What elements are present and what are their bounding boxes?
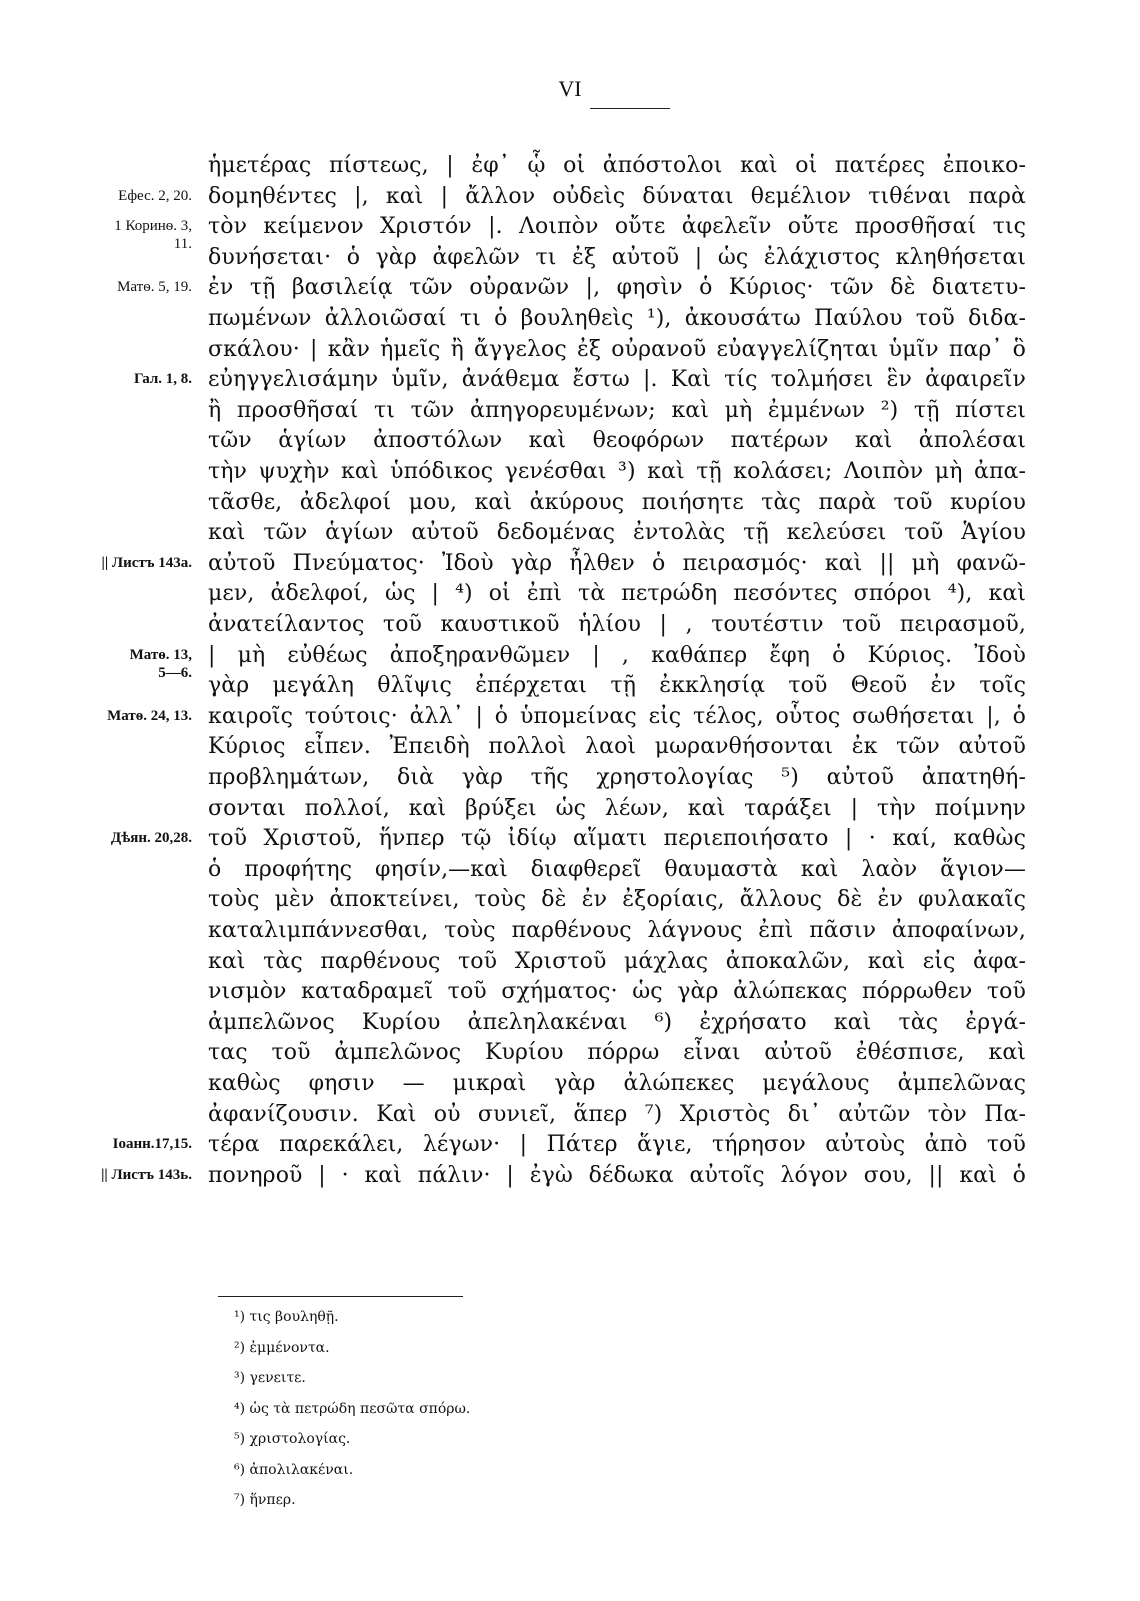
margin-reference: Матѳ. 5, 19. — [117, 279, 192, 296]
text-line: τῶν ἁγίων ἀποστόλων καὶ θεοφόρων πατέρων καὶ ἀπολέσαι — [208, 428, 1026, 454]
text-line: Κύριος εἶπεν. Ἐπειδὴ πολλοὶ λαοὶ μωρανθήσονται ἐκ τῶν αὐτοῦ — [208, 734, 1026, 760]
text-line: νισμὸν καταδραμεῖ τοῦ σχήματος· ὡς γὰρ ἀλώπεκας πόρρωθεν τοῦ — [208, 979, 1026, 1005]
margin-reference: Матѳ. 13, 5—6. — [129, 646, 192, 681]
text-line: τας τοῦ ἀμπελῶνος Κυρίου πόρρω εἶναι αὐτοῦ ἐθέσπισε, καὶ — [208, 1040, 1026, 1066]
footnote: ⁷) ἥνπερ. — [234, 1492, 296, 1508]
footnote: ²) ἐμμένοντα. — [234, 1339, 330, 1356]
page-number-rule — [590, 108, 670, 109]
text-line: εὐηγγελισάμην ὑμῖν, ἀνάθεμα ἔστω |. Καὶ τίς τολμήσει ἓν ἀφαιρεῖν — [208, 367, 1026, 393]
text-line: πωμένων ἀλλοιῶσαί τι ὁ βουληθεὶς ¹), ἀκουσάτω Παύλου τοῦ διδα- — [208, 306, 1026, 331]
text-line: τέρα παρεκάλει, λέγων· | Πάτερ ἅγιε, τήρησον αὐτοὺς ἀπὸ τοῦ — [208, 1132, 1026, 1158]
text-line: σκάλου· | κἂν ἡμεῖς ἢ ἄγγελος ἐξ οὐρανοῦ εὐαγγελίζηται ὑμῖν παρ᾿ ὃ — [208, 336, 1026, 362]
text-line: καὶ τὰς παρθένους τοῦ Χριστοῦ μάχλας ἀποκαλῶν, καὶ εἰς ἀφα- — [208, 948, 1026, 974]
text-line: σονται πολλοί, καὶ βρύξει ὡς λέων, καὶ ταράξει | τὴν ποίμνην — [208, 795, 1026, 821]
footnote: ⁵) χριστολογίας. — [234, 1431, 351, 1447]
text-line: καὶ τῶν ἁγίων αὐτοῦ δεδομένας ἐντολὰς τῇ κελεύσει τοῦ Ἁγίου — [208, 520, 1026, 546]
text-line: | μὴ εὐθέως ἀποξηρανθῶμεν | , καθάπερ ἔφη ὁ Κύριος. Ἰδοὺ — [208, 642, 1026, 668]
margin-reference: || Листъ 143а. — [101, 554, 192, 571]
text-line: ἀφανίζουσιν. Καὶ οὐ συνιεῖ, ἅπερ ⁷) Χριστὸς δι᾿ αὐτῶν τὸν Πα- — [208, 1101, 1026, 1127]
footnote: ¹) τις βουληθῇ. — [234, 1309, 339, 1325]
text-line: προβλημάτων, διὰ γὰρ τῆς χρηστολογίας ⁵) αὐτοῦ ἀπατηθή- — [208, 765, 1026, 790]
text-line: πονηροῦ | · καὶ πάλιν· | ἐγὼ δέδωκα αὐτοῖς λόγον σου, || καὶ ὁ — [208, 1162, 1026, 1188]
text-line: ἐν τῇ βασιλείᾳ τῶν οὐρανῶν |, φησὶν ὁ Κύριος· τῶν δὲ διατετυ- — [208, 275, 1026, 301]
footnote: ³) γενειτε. — [234, 1370, 306, 1386]
margin-reference: Гал. 1, 8. — [133, 371, 192, 388]
text-line: ὁ προφήτης φησίν,—καὶ διαφθερεῖ θαυμαστὰ καὶ λαὸν ἅγιον— — [208, 856, 1026, 882]
text-line: ἢ προσθῆσαί τι τῶν ἀπηγορευμένων; καὶ μὴ ἐμμένων ²) τῇ πίστει — [208, 397, 1026, 423]
footnote: ⁴) ὡς τὰ πετρώδη πεσῶτα σπόρω. — [234, 1400, 471, 1417]
text-line: δομηθέντες |, καὶ | ἄλλον οὐδεὶς δύναται θεμέλιον τιθέναι παρὰ — [208, 183, 1026, 209]
text-line: τοῦ Χριστοῦ, ἥνπερ τῷ ἰδίῳ αἵματι περιεποιήσατο | · καί, καθὼς — [208, 826, 1026, 852]
text-line: γὰρ μεγάλη θλῖψις ἐπέρχεται τῇ ἐκκλησίᾳ τοῦ Θεοῦ ἐν τοῖς — [208, 673, 1026, 699]
margin-reference: 1 Коринѳ. 3, 11. — [114, 218, 192, 253]
text-line: τὸν κείμενον Χριστόν |. Λοιπὸν οὔτε ἀφελεῖν οὔτε προσθῆσαί τις — [208, 214, 1026, 240]
margin-reference: Матѳ. 24, 13. — [107, 707, 192, 724]
text-line: τᾶσθε, ἀδελφοί μου, καὶ ἀκύρους ποιήσητε τὰς παρὰ τοῦ κυρίου — [208, 489, 1026, 515]
text-line: ἀμπελῶνος Κυρίου ἀπεληλακέναι ⁶) ἐχρήσατο καὶ τὰς ἐργά- — [208, 1009, 1026, 1035]
text-line: αὐτοῦ Πνεύματος· Ἰδοὺ γὰρ ἦλθεν ὁ πειρασμός· καὶ || μὴ φανῶ- — [208, 550, 1026, 576]
footnote: ⁶) ἀπολιλακέναι. — [234, 1461, 354, 1478]
text-line: ἡμετέρας πίστεως, | ἐφ᾿ ᾧ οἱ ἀπόστολοι καὶ οἱ πατέρες ἐποικο- — [208, 153, 1026, 178]
margin-reference: || Листъ 143ь. — [101, 1166, 192, 1183]
text-line: μεν, ἀδελφοί, ὡς | ⁴) οἱ ἐπὶ τὰ πετρώδη πεσόντες σπόροι ⁴), καὶ — [208, 581, 1026, 607]
text-line: τοὺς μὲν ἀποκτείνει, τοὺς δὲ ἐν ἐξορίαις, ἄλλους δὲ ἐν φυλακαῖς — [208, 887, 1026, 913]
text-line: δυνήσεται· ὁ γὰρ ἀφελῶν τι ἐξ αὐτοῦ | ὡς ἐλάχιστος κληθήσεται — [208, 244, 1026, 270]
margin-reference: Іоанн.17,15. — [112, 1136, 192, 1153]
page-number: VI — [558, 76, 582, 101]
text-line: τὴν ψυχὴν καὶ ὑπόδικος γενέσθαι ³) καὶ τῇ κολάσει; Λοιπὸν μὴ ἀπα- — [208, 459, 1026, 484]
text-line: καθὼς φησιν — μικραὶ γὰρ ἀλώπεκες μεγάλους ἀμπελῶνας — [208, 1071, 1026, 1096]
footnote-separator — [218, 1296, 463, 1297]
text-line: ἀνατείλαντος τοῦ καυστικοῦ ἡλίου | , τουτέστιν τοῦ πειρασμοῦ, — [208, 612, 1026, 637]
text-line: καιροῖς τούτοις· ἀλλ᾿ | ὁ ὑπομείνας εἰς τέλος, οὗτος σωθήσεται |, ὁ — [208, 703, 1026, 729]
margin-reference: Дѣян. 20,28. — [110, 830, 192, 847]
text-line: καταλιμπάννεσθαι, τοὺς παρθένους λάγνους ἐπὶ πᾶσιν ἀποφαίνων, — [208, 918, 1026, 943]
margin-reference: Ефес. 2, 20. — [118, 187, 192, 204]
